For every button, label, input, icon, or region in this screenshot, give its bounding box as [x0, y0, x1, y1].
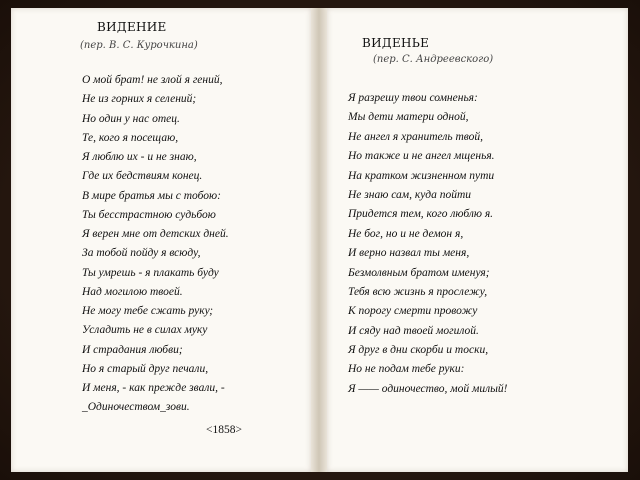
poem-year: <1858> [206, 424, 242, 436]
poem-line: За тобой пойду я всюду, [82, 247, 201, 260]
poem-line: И сяду над твоей могилой. [348, 324, 479, 337]
poem-line: Не могу тебе сжать руку; [82, 305, 214, 317]
poem-line: Я —— одиночество, мой милый! [348, 382, 508, 395]
poem-line: Безмолвным братом именуя; [348, 266, 490, 279]
left-page [11, 8, 311, 472]
poem-line: Ты умрешь - я плакать буду [82, 266, 219, 279]
poem-line: К порогу смерти провожу [348, 305, 478, 318]
translator-credit: (пер. В. С. Курочкина) [80, 40, 198, 51]
poem-line: Не из горних я селений; [82, 93, 197, 106]
poem-line: Усладить не в силах муку [82, 324, 208, 337]
poem-line: И меня, - как прежде звали, - [82, 382, 225, 394]
poem-line: Я разрешу твои сомненья: [348, 92, 478, 104]
poem-line: Над могилою твоей. [82, 285, 183, 298]
poem-line: Я друг в дни скорби и тоски, [348, 344, 489, 357]
poem-line: В мире братья мы с тобою: [82, 189, 221, 202]
right-page [327, 8, 628, 472]
poem-line: Но не подам тебе руки: [348, 363, 465, 376]
poem-line: Но один у нас отец. [82, 112, 180, 125]
poem-line: На кратком жизненном пути [348, 169, 495, 182]
poem-line: Но я старый друг печали, [82, 362, 209, 375]
book-gutter [311, 8, 327, 472]
poem-line: Тебя всю жизнь я прослежу, [348, 285, 488, 298]
poem-text [348, 89, 507, 399]
poem-line: Я люблю их - и не знаю, [82, 151, 197, 163]
poem-title: ВИДЕНИЕ [97, 20, 167, 34]
poem-line: Не ангел я хранитель твой, [348, 130, 483, 143]
translator-credit: (пер. С. Андреевского) [373, 54, 494, 65]
poem-line: Не бог, но и не демон я, [348, 227, 464, 240]
poem-line: Те, кого я посещаю, [82, 131, 179, 144]
poem-line: Но также и не ангел мщенья. [348, 150, 495, 163]
poem-line: И верно назвал ты меня, [348, 247, 470, 260]
poem-line: Я верен мне от детских дней. [82, 228, 229, 240]
poem-line: _Одиночеством_зови. [82, 401, 190, 414]
poem-line: И страдания любви; [82, 343, 183, 356]
poem-line: Где их бедствиям конец. [82, 170, 203, 183]
poem-title: ВИДЕНЬЕ [362, 36, 430, 50]
poem-line: Мы дети матери одной, [348, 111, 469, 124]
poem-line: Ты бесстрастною судьбою [82, 208, 216, 221]
poem-line: О мой брат! не злой я гений, [82, 74, 223, 86]
poem-line: Придется тем, кого люблю я. [348, 208, 494, 221]
poem-text [82, 71, 229, 418]
poem-line: Не знаю сам, куда пойти [348, 188, 472, 201]
